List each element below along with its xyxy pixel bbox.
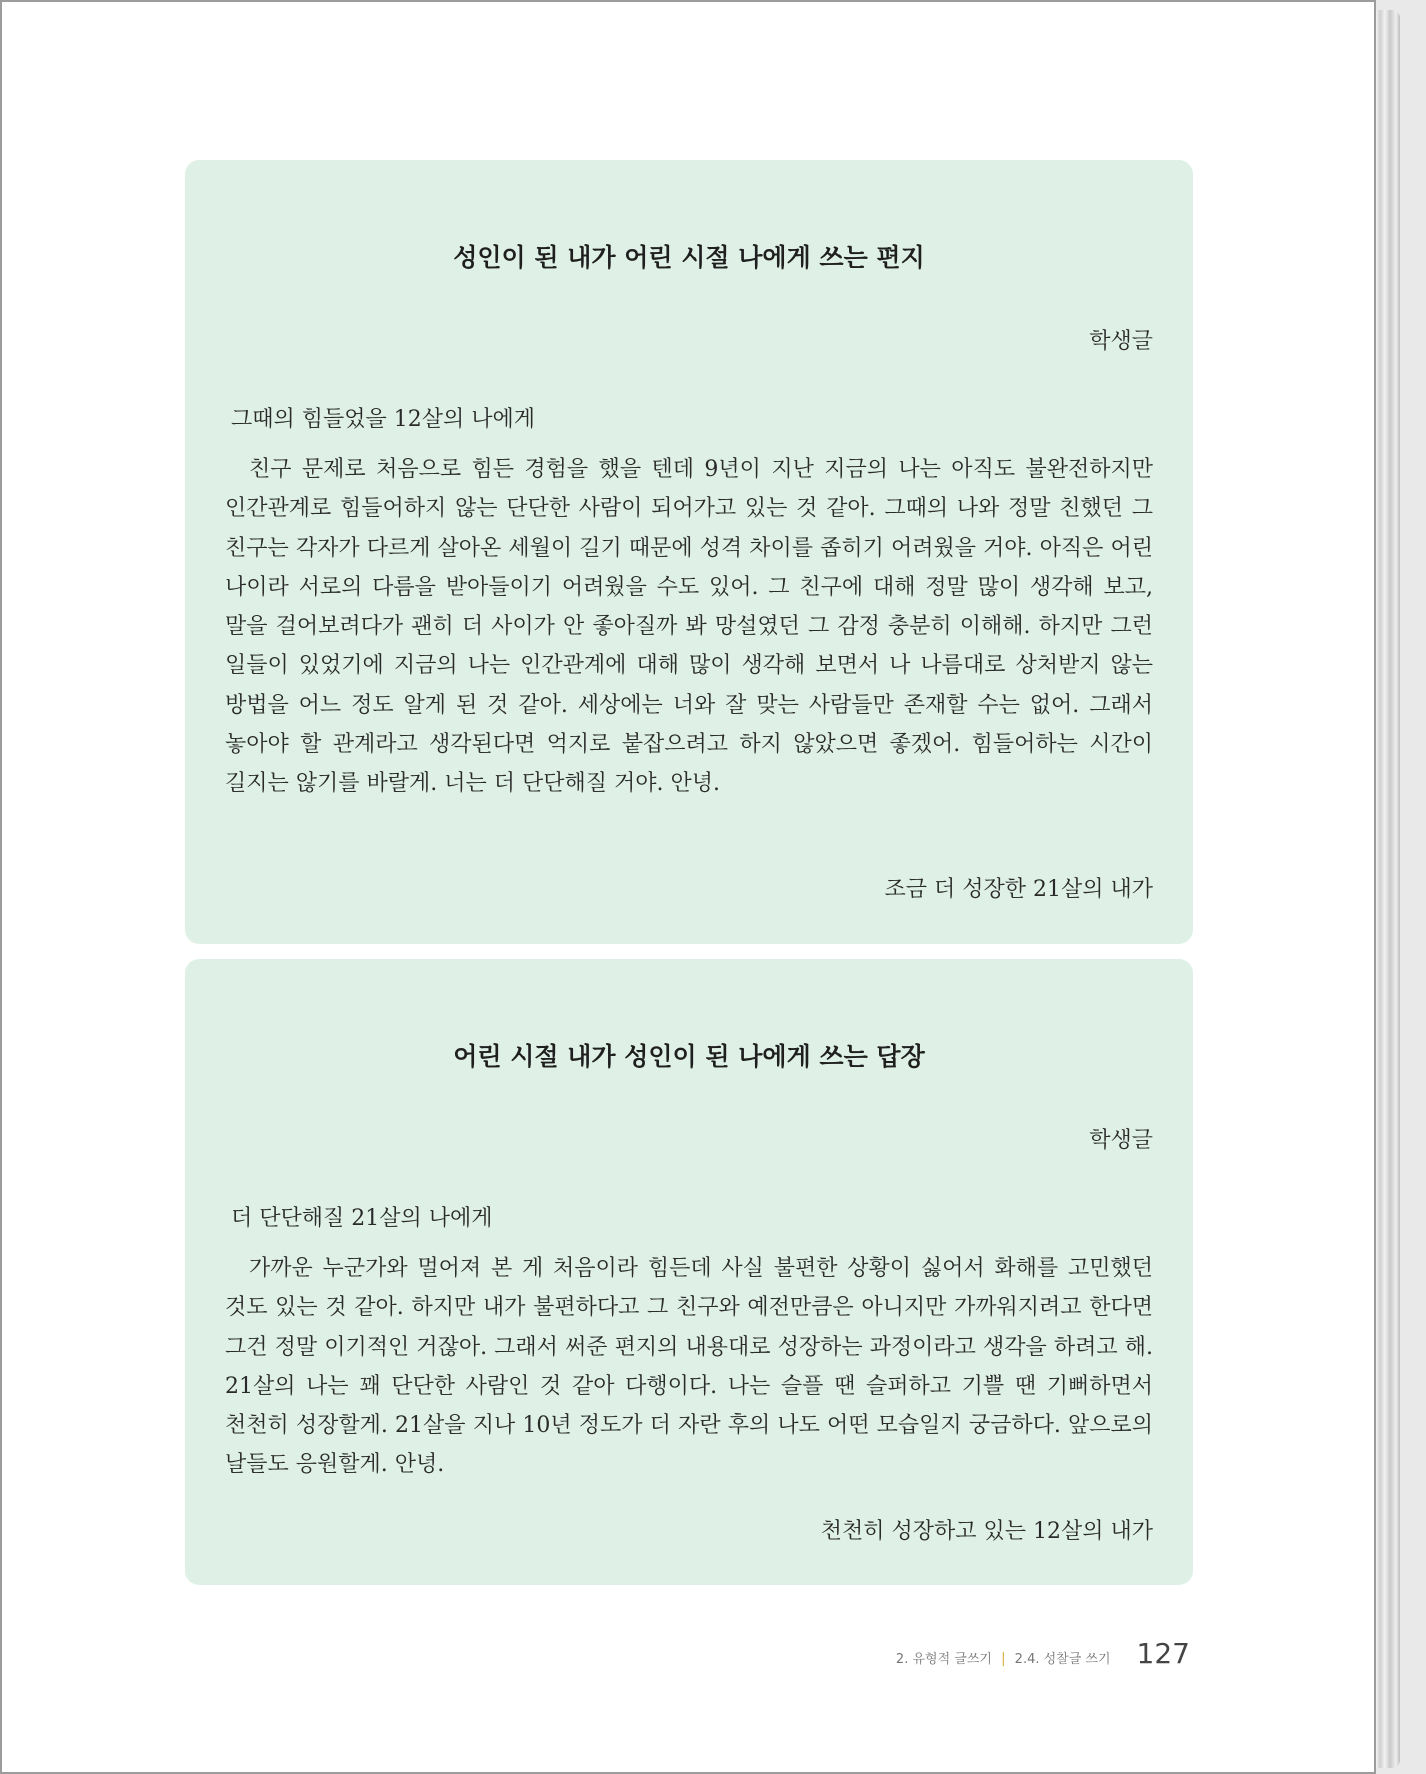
page-number: 127	[1136, 1637, 1190, 1670]
letter-closing: 조금 더 성장한 21살의 내가	[884, 877, 1153, 902]
letter-title: 어린 시절 내가 성인이 된 나에게 쓰는 답장	[453, 1042, 925, 1071]
letter-body: 친구 문제로 처음으로 힘든 경험을 했을 텐데 9년이 지난 지금의 나는 아직도 불완전하지만 인간관계로 힘들어하지 않는 단단한 사람이 되어가고 있는 것 같아. 그때의 나와 정말 친했던 그 친구는 각자가 다르게 살아온 세월이 길기 때문에 성격 차이를 좁히기 어려웠을 거야. 아직은 어린 나이라 서로의 다름을 받아들이기 어려웠을 수도 있어. 그 친구에 대해 정말 많이 생각해 보고, 말을 걸어보려다가 괜히 더 사이가 안 좋아질까 봐 망설였던 그 감정 충분히 이해해. 하지만 그런 일들이 있었기에 지금의 나는 인간관계에 대해 많이 생각해 보면서 나 나름대로 상처받지 않는 방법을 어느 정도 알게 된 것 같아. 세상에는 너와 잘 맞는 사람들만 존재할 수는 없어. 그래서 놓아야 할 관계라고 생각된다면 억지로 붙잡으려고 하지 않았으면 좋겠어. 힘들어하는 시간이 길지는 않기를 바랄게. 너는 더 단단해질 거야. 안녕.	[225, 457, 1153, 797]
letter-closing: 천천히 성장하고 있는 12살의 내가	[820, 1519, 1153, 1544]
author-label: 학생글	[1089, 329, 1153, 354]
letter-title: 성인이 된 내가 어린 시절 나에게 쓰는 편지	[453, 243, 925, 272]
author-label: 학생글	[1089, 1128, 1153, 1153]
letter-box-1	[185, 160, 1193, 944]
footer-chapter: 2. 유형적 글쓰기	[895, 1652, 992, 1667]
page-footer	[896, 1637, 1190, 1670]
footer-section: 2.4. 성찰글 쓰기	[1014, 1652, 1111, 1667]
footer-separator: |	[1000, 1651, 1006, 1667]
letter-greeting: 그때의 힘들었을 12살의 나에게	[231, 407, 535, 432]
letter-greeting: 더 단단해질 21살의 나에게	[231, 1206, 493, 1231]
letter-box-2	[185, 959, 1193, 1585]
letter-body: 가까운 누군가와 멀어져 본 게 처음이라 힘든데 사실 불편한 상황이 싫어서 화해를 고민했던 것도 있는 것 같아. 하지만 내가 불편하다고 그 친구와 예전만큼은 아니지만 가까워지려고 한다면 그건 정말 이기적인 거잖아. 그래서 써준 편지의 내용대로 성장하는 과정이라고 생각을 하려고 해. 21살의 나는 꽤 단단한 사람인 것 같아 다행이다. 나는 슬플 땐 슬퍼하고 기쁠 땐 기뻐하면서 천천히 성장할게. 21살을 지나 10년 정도가 더 자란 후의 나도 어떤 모습일지 궁금하다. 앞으로의 날들도 응원할게. 안녕.	[225, 1256, 1153, 1478]
